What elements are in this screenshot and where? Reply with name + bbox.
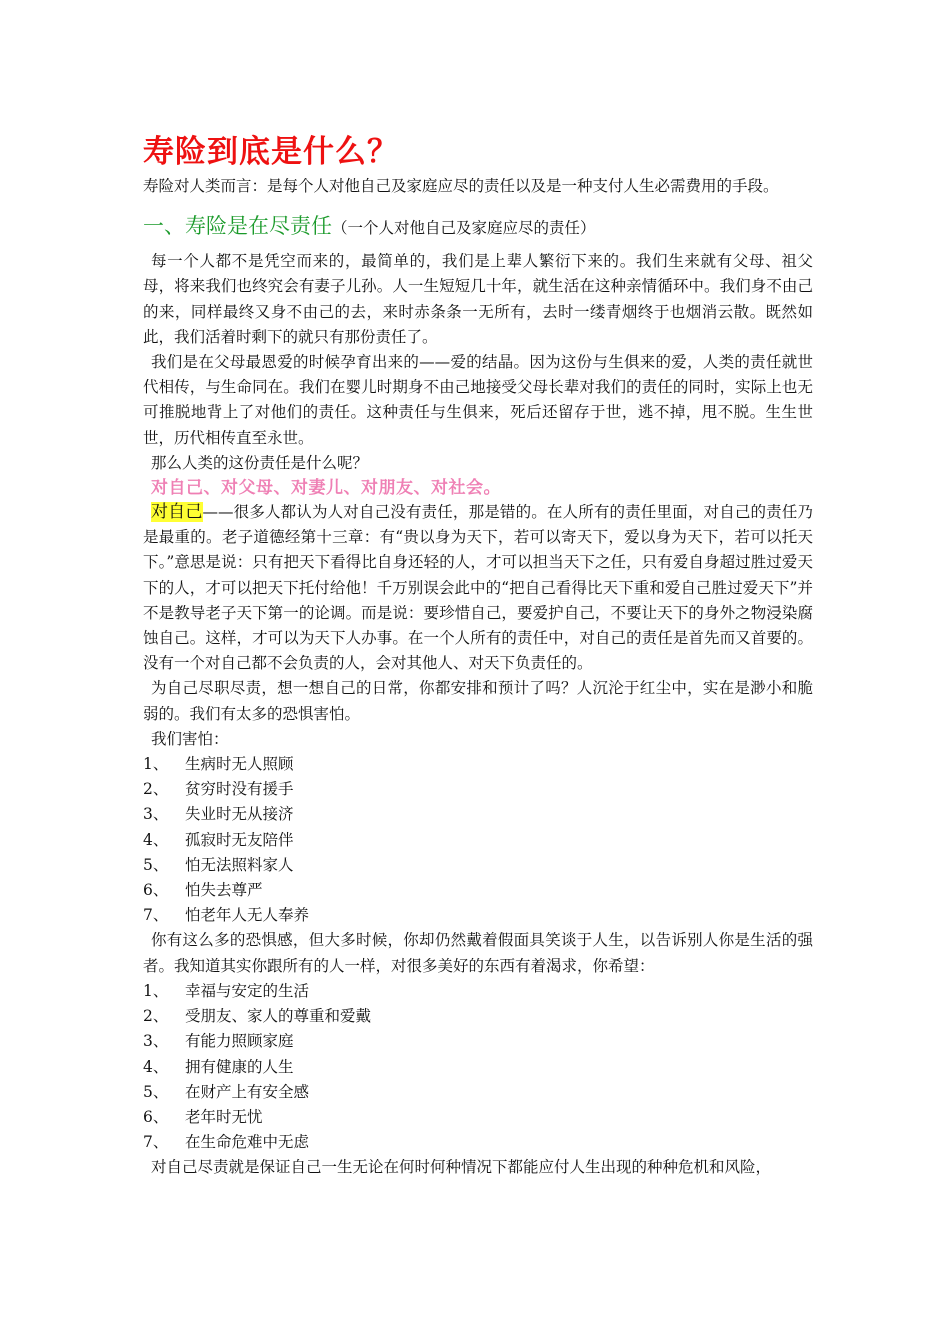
responsibility-list-line: 对自己、对父母、对妻儿、对朋友、对社会。	[151, 478, 501, 499]
list-item	[143, 1105, 813, 1130]
paragraph-4-text: ——很多人都认为人对自己没有责任，那是错的。在人所有的责任里面，对自己的责任乃是最重的。老子道德经第十三章：有“贵以身为天下，若可以寄天下，爱以身为天下，若可以托天下。”意思是说：只有把天下看得比自身还轻的人，才可以担当天下之任，只有爱自身超过胜过爱天下的人，才可以把天下托付给他！千万别误会此中的“把自己看得比天下重和爱自己胜过爱天下”并不是教导老子天下第一的论调。而是说：要珍惜自己，要爱护自己，不要让天下的身外之物浸染腐蚀自己。这样，才可以为天下人办事。在一个人所有的责任中，对自己的责任是首先而又首要的。没有一个对自己都不会负责的人，会对其他人、对天下负责任的。	[143, 503, 814, 673]
paragraph-6: 我们害怕：	[151, 729, 229, 748]
list-text: 在财产上有安全感	[185, 1082, 310, 1101]
list-item	[143, 802, 813, 827]
list-item	[143, 1055, 813, 1080]
list-text: 在生命危难中无虑	[185, 1133, 310, 1152]
paragraph-7: 你有这么多的恐惧感，但大多时候，你却仍然戴着假面具笑谈于人生，以告诉别人你是生活的强者。我知道其实你跟所有的人一样，对很多美好的东西有着渴求，你希望：	[143, 931, 813, 975]
list-text: 受朋友、家人的尊重和爱戴	[185, 1007, 372, 1026]
list-text: 怕老年人无人奉养	[185, 906, 310, 925]
list-item	[143, 903, 813, 928]
highlighted-label: 对自己	[151, 502, 203, 523]
list-item	[143, 1080, 813, 1105]
list-number: 1、	[143, 981, 169, 1000]
list-number: 1、	[143, 755, 169, 774]
paragraph-8: 对自己尽责就是保证自己一生无论在何时何种情况下都能应付人生出现的种种危机和风险，	[151, 1158, 772, 1177]
list-number: 5、	[143, 855, 169, 874]
list-item	[143, 752, 813, 777]
list-text: 孤寂时无友陪伴	[185, 830, 294, 849]
document-title: 寿险到底是什么？	[143, 134, 399, 170]
paragraph-5: 为自己尽职尽责，想一想自己的日常，你都安排和预计了吗？人沉沦于红尘中，实在是渺小和脆弱的。我们有太多的恐惧害怕。	[143, 679, 813, 723]
list-text: 有能力照顾家庭	[185, 1032, 294, 1051]
list-number: 4、	[143, 830, 169, 849]
list-number: 2、	[143, 780, 169, 799]
list-item	[143, 1130, 813, 1155]
fears-list	[143, 752, 813, 928]
paragraph-2: 我们是在父母最恩爱的时候孕育出来的——爱的结晶。因为这份与生俱来的爱，人类的责任就世代相传，与生命同在。我们在婴儿时期身不由己地接受父母长辈对我们的责任的同时，实际上也无可推脱地背上了对他们的责任。这种责任与生俱来，死后还留存于世，逃不掉，甩不脱。生生世世，历代相传直至永世。	[143, 353, 813, 447]
list-text: 失业时无从接济	[185, 805, 294, 824]
paragraph-4	[143, 500, 813, 676]
intro-paragraph: 寿险对人类而言：是每个人对他自己及家庭应尽的责任以及是一种支付人生必需费用的手段。	[143, 177, 779, 195]
list-number: 2、	[143, 1007, 169, 1026]
list-text: 拥有健康的人生	[185, 1057, 294, 1076]
list-text: 贫穷时没有援手	[185, 780, 294, 799]
list-text: 怕失去尊严	[185, 881, 263, 900]
section-heading-text: 一、寿险是在尽责任	[143, 214, 332, 239]
list-number: 3、	[143, 1032, 169, 1051]
list-number: 4、	[143, 1057, 169, 1076]
list-item	[143, 1004, 813, 1029]
list-item	[143, 878, 813, 903]
list-number: 6、	[143, 881, 169, 900]
list-item	[143, 828, 813, 853]
list-item	[143, 777, 813, 802]
section-heading	[143, 209, 813, 245]
list-number: 6、	[143, 1107, 169, 1126]
list-number: 3、	[143, 805, 169, 824]
list-number: 5、	[143, 1082, 169, 1101]
list-text: 生病时无人照顾	[185, 755, 294, 774]
list-text: 怕无法照料家人	[185, 855, 294, 874]
list-item	[143, 853, 813, 878]
list-text: 老年时无忧	[185, 1107, 263, 1126]
section-heading-note: （一个人对他自己及家庭应尽的责任）	[332, 219, 596, 238]
list-item	[143, 1029, 813, 1054]
list-number: 7、	[143, 1133, 169, 1152]
list-item	[143, 979, 813, 1004]
hopes-list	[143, 979, 813, 1155]
paragraph-1: 每一个人都不是凭空而来的，最简单的，我们是上辈人繁衍下来的。我们生来就有父母、祖父母，将来我们也终究会有妻子儿孙。人一生短短几十年，就生活在这种亲情循环中。我们身不由己的来，同样最终又身不由己的去，来时赤条条一无所有，去时一缕青烟终于也烟消云散。既然如此，我们活着时剩下的就只有那份责任了。	[143, 252, 813, 346]
list-number: 7、	[143, 906, 169, 925]
document-page	[143, 130, 813, 1181]
list-text: 幸福与安定的生活	[185, 981, 310, 1000]
paragraph-3: 那么人类的这份责任是什么呢？	[151, 453, 369, 472]
